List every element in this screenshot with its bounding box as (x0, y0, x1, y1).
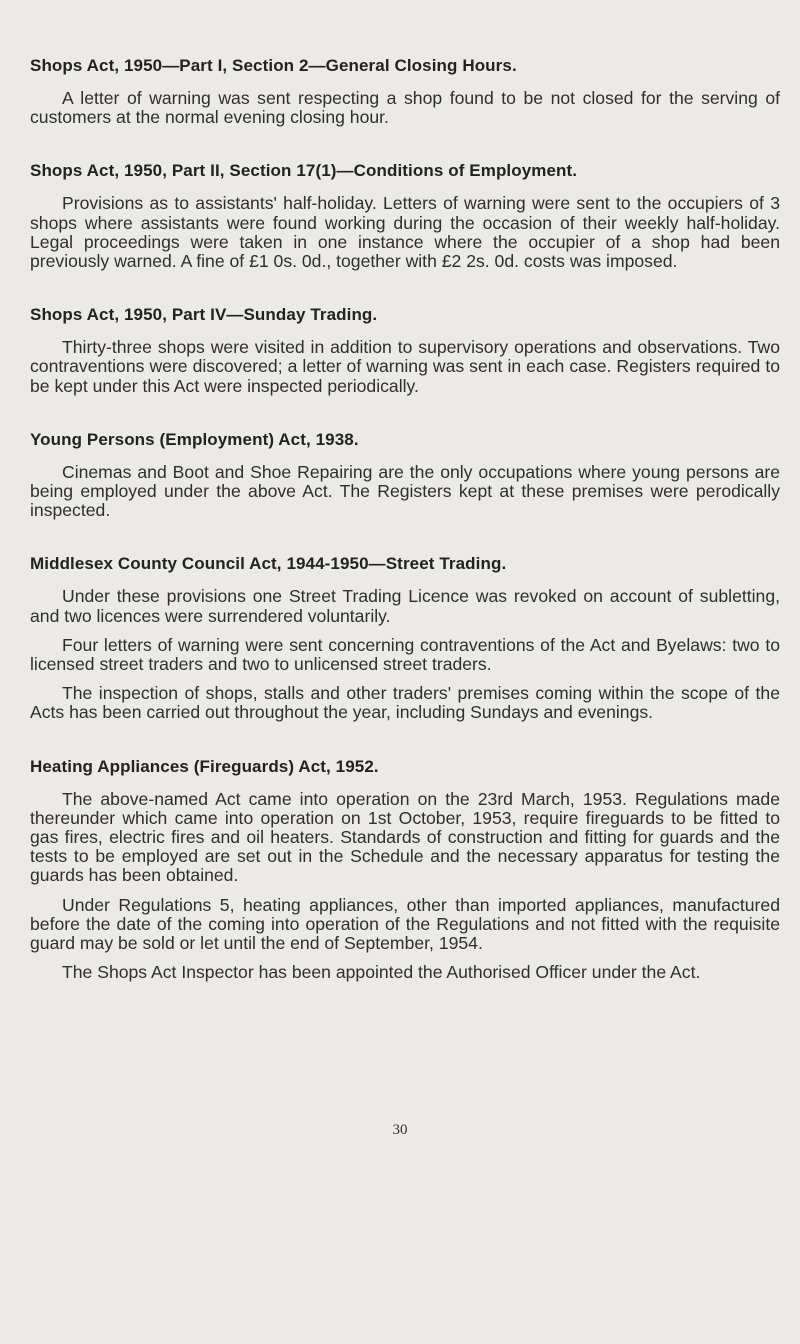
section-heating-appliances (30, 757, 780, 983)
paragraph: The inspection of shops, stalls and other traders' premises coming within the scope of the Acts has been carried out throughout the year, including Sundays and evenings. (30, 683, 780, 723)
paragraph: Under Regulations 5, heating appliances, other than imported appliances, manufactured before the date of the coming into operation of the Regulations and not fitted with the requisite guard may be sold or let until the end of September, 1954. (30, 894, 780, 954)
paragraph: A letter of warning was sent respecting a shop found to be not closed for the serving of customers at the normal evening closing hour. (30, 88, 780, 128)
paragraph: The above-named Act came into operation on the 23rd March, 1953. Regulations made thereunder which came into operation on 1st October, 1953, require fireguards to be fitted to gas fires, electric fires and oil heaters. Standards of construction and fitting for guards and the tests to be employed are set out in the Schedule and the necessary apparatus for testing the guards has been obtained. (30, 788, 780, 886)
paragraph: The Shops Act Inspector has been appointed the Authorised Officer under the Act. (62, 962, 701, 983)
section-street-trading (30, 554, 780, 722)
paragraph: Provisions as to assistants' half-holiday. Letters of warning were sent to the occupiers of 3 shops where assistants were found working during the occasion of their weekly half-holiday. Legal proceedings were taken in one instance where the occupier of a shop had been previously warned. A fine of £1 0s. 0d., together with £2 2s. 0d. costs was imposed. (30, 193, 780, 272)
paragraph: Under these provisions one Street Trading Licence was revoked on account of subletting, and two licences were surrendered voluntarily. (30, 586, 780, 626)
section-heading: Shops Act, 1950—Part I, Section 2—General Closing Hours. (30, 56, 517, 75)
section-general-closing-hours (30, 56, 780, 127)
section-heading: Shops Act, 1950, Part IV—Sunday Trading. (30, 305, 378, 325)
section-young-persons (30, 430, 780, 521)
section-sunday-trading (30, 305, 780, 396)
section-heading: Young Persons (Employment) Act, 1938. (30, 429, 359, 449)
section-heading: Shops Act, 1950, Part II, Section 17(1)—Conditions of Employment. (30, 161, 578, 181)
section-heading: Heating Appliances (Fireguards) Act, 1952. (30, 756, 379, 776)
paragraph: Four letters of warning were sent concerning contraventions of the Act and Byelaws: two to licensed street traders and two to unlicensed street traders. (30, 634, 780, 675)
paragraph: Thirty-three shops were visited in addition to supervisory operations and observations. Two contraventions were discovered; a letter of warning was sent in each case. Registers required to be kept under this Act were inspected periodically. (30, 337, 780, 396)
section-heading: Middlesex County Council Act, 1944-1950—Street Trading. (30, 554, 507, 574)
paragraph: Cinemas and Boot and Shoe Repairing are the only occupations where young persons are being employed under the above Act. The Registers kept at these premises were perodically inspected. (30, 461, 780, 521)
section-conditions-of-employment (30, 161, 780, 271)
page-number: 30 (392, 1122, 408, 1138)
